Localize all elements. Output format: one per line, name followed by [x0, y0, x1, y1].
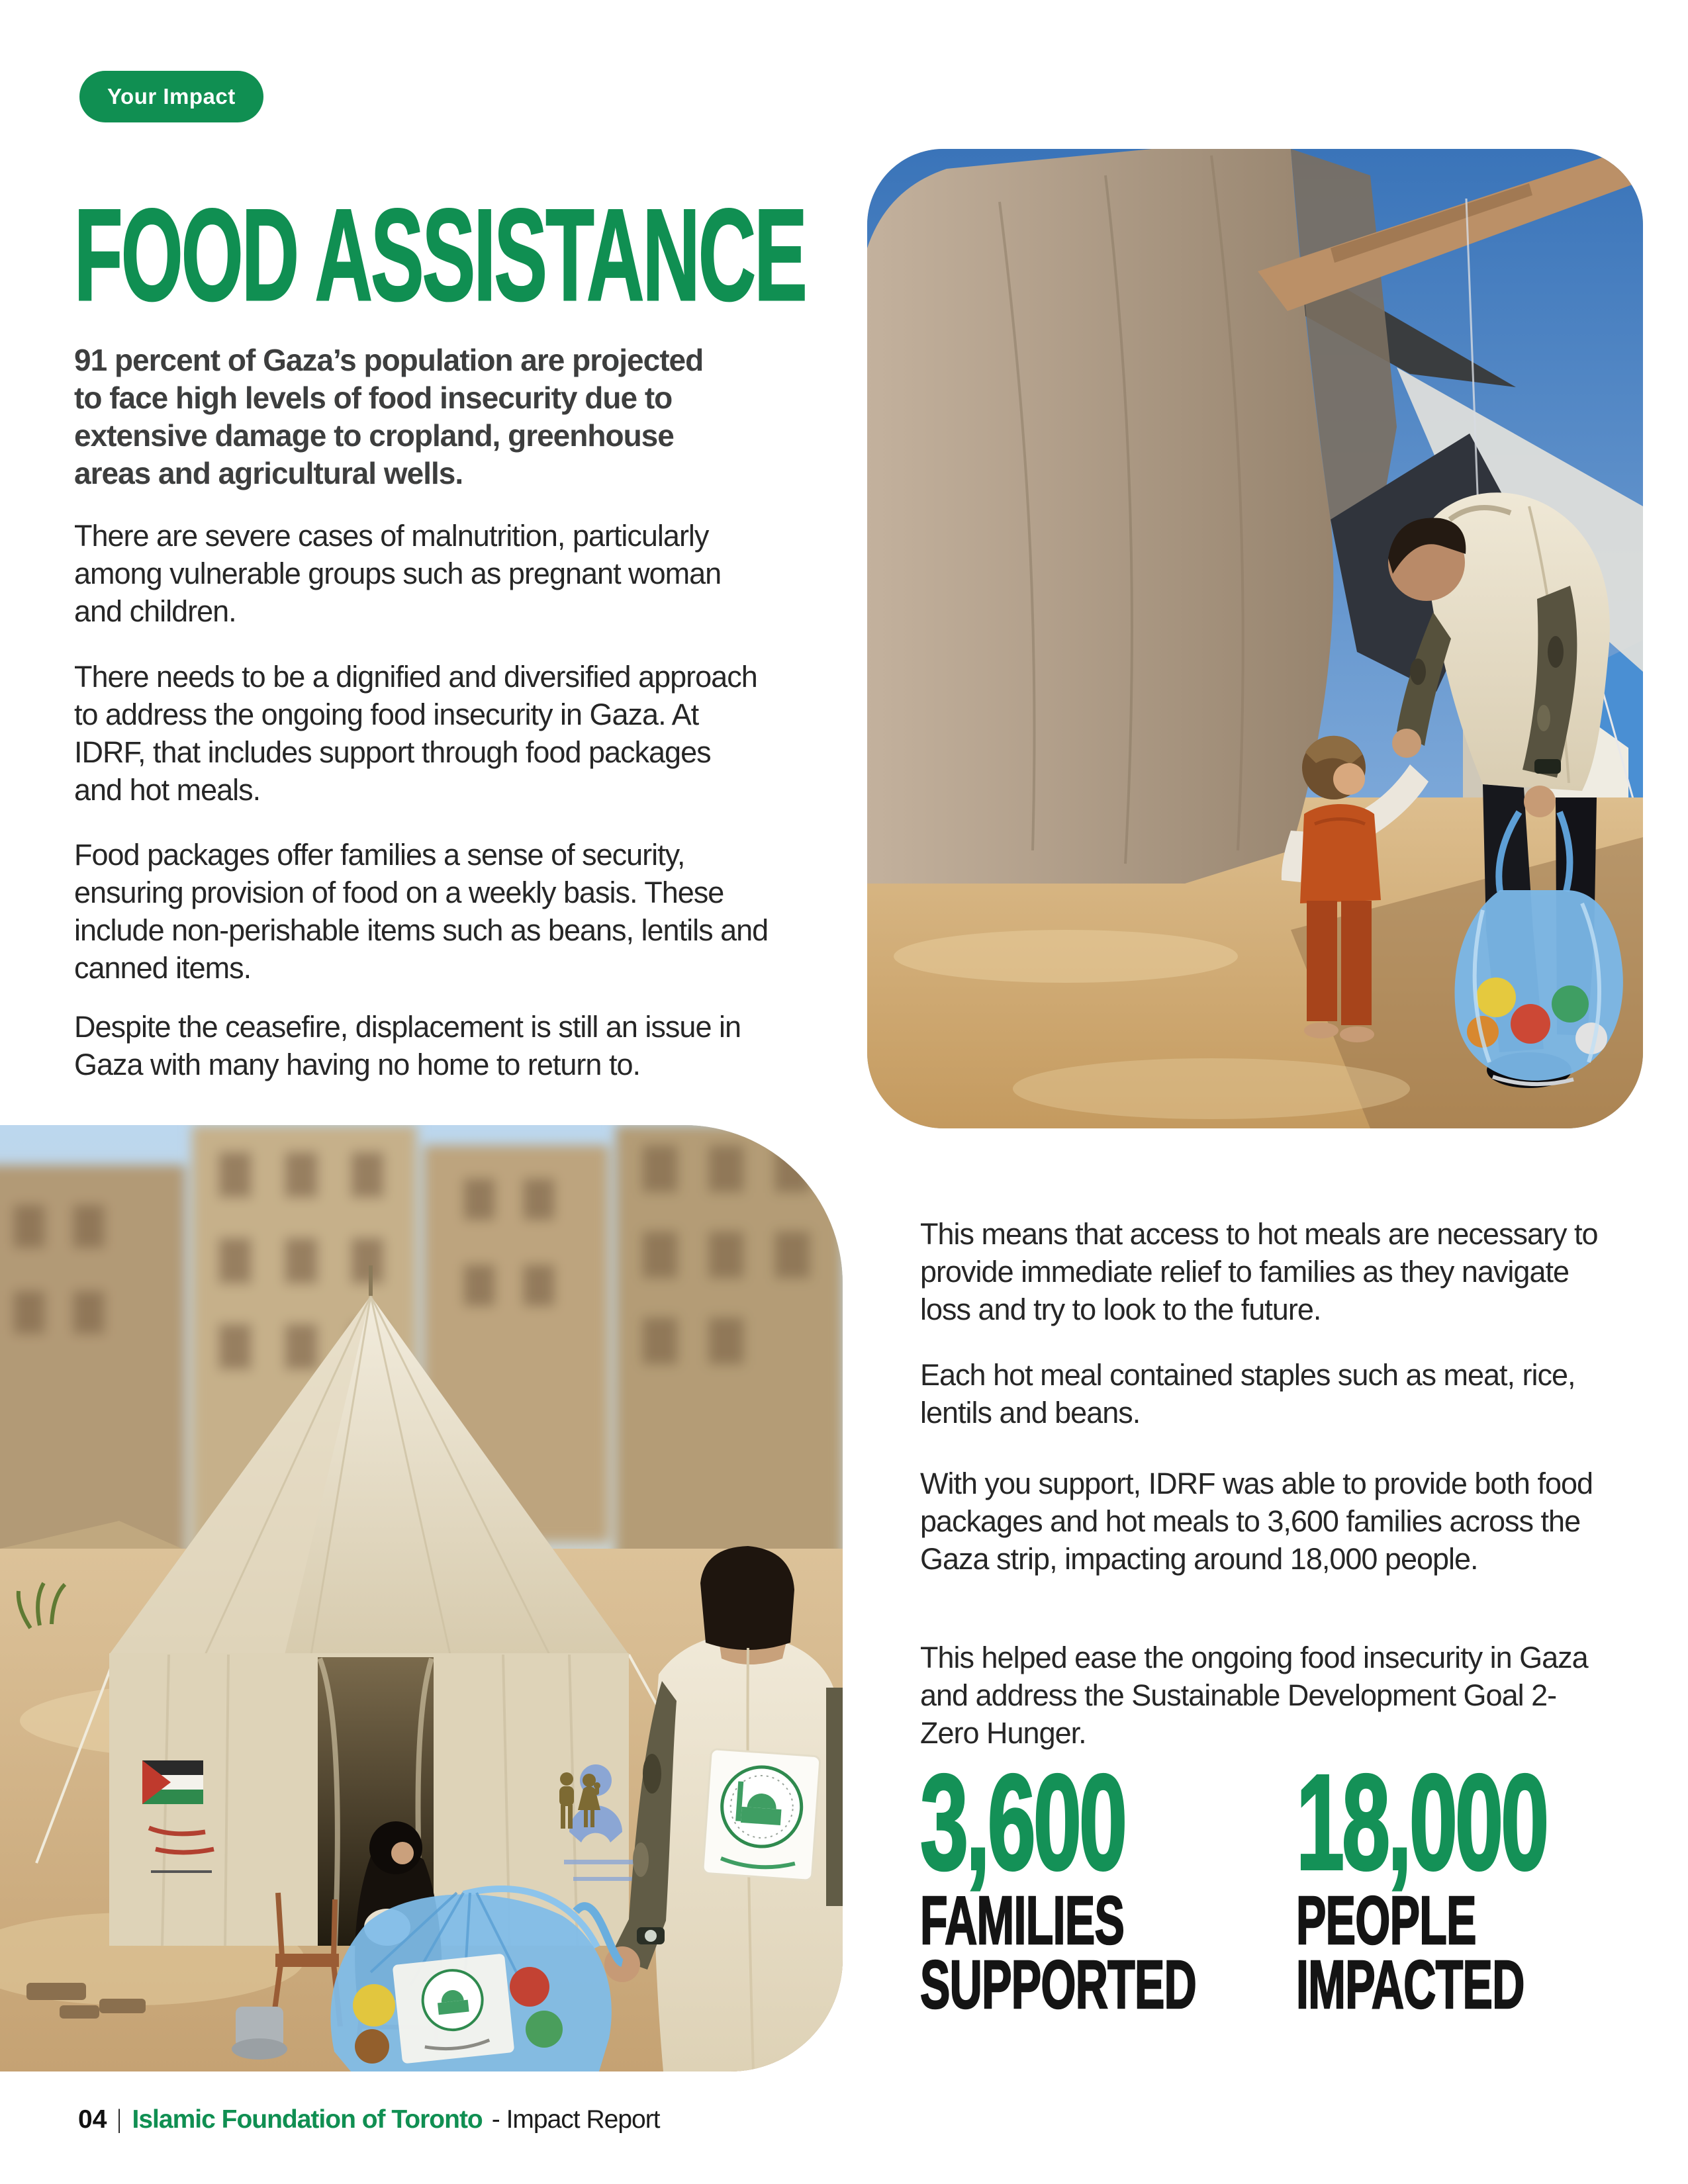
volunteer-camp-illustration — [0, 1125, 843, 2071]
stat-families-label: FAMILIES SUPPORTED — [920, 1882, 1197, 2023]
food-distribution-illustration — [867, 149, 1643, 1128]
page-footer — [78, 2105, 660, 2135]
body-paragraph-idrf-support: With you support, IDRF was able to provide both food packages and hot meals to 3,600 families across the Gaza strip, impacting around 18,000 people. — [920, 1467, 1593, 1576]
stat-people-label: PEOPLE IMPACTED — [1296, 1882, 1524, 2023]
body-paragraph-ceasefire: Despite the ceasefire, displacement is still an issue in Gaza with many having no home to return to. — [74, 1010, 741, 1081]
stat-families-value: 3,600 — [920, 1747, 1125, 1898]
stat-people-value: 18,000 — [1296, 1747, 1547, 1898]
body-paragraph-sdg: This helped ease the ongoing food insecurity in Gaza and address the Sustainable Development Goal 2- Zero Hunger. — [920, 1641, 1588, 1750]
intro-paragraph: 91 percent of Gaza’s population are projected to face high levels of food insecurity due to extensive damage to cropland, greenhouse areas and agricultural wells. — [74, 343, 704, 490]
vest-logo-patch — [703, 1749, 821, 1881]
footer-page-number: 04 — [78, 2105, 107, 2134]
footer-divider: | — [117, 2105, 122, 2134]
body-paragraph-hot-meals: This means that access to hot meals are necessary to provide immediate relief to families as they navigate loss and try to look to the future. — [920, 1217, 1598, 1326]
photo-food-distribution-child — [867, 149, 1643, 1128]
body-paragraph-approach: There needs to be a dignified and diversified approach to address the ongoing food insecurity in Gaza. At IDRF, that includes support through food packages and hot meals. — [74, 660, 757, 807]
footer-report-label: - Impact Report — [491, 2105, 660, 2134]
body-paragraph-packages: Food packages offer families a sense of security, ensuring provision of food on a weekly basis. These include non-perishable items such as beans, lentils and canned items. — [74, 838, 769, 985]
your-impact-badge — [79, 71, 263, 122]
footer-org-name: Islamic Foundation of Toronto — [132, 2105, 483, 2134]
body-paragraph-malnutrition: There are severe cases of malnutrition, particularly among vulnerable groups such as pregnant woman and children. — [74, 519, 722, 628]
photo-volunteer-food-bag — [0, 1125, 843, 2071]
body-paragraph-staples: Each hot meal contained staples such as meat, rice, lentils and beans. — [920, 1358, 1575, 1430]
family-icon — [553, 1772, 603, 1833]
page-title: FOOD ASSISTANCE — [74, 182, 806, 328]
badge-label: Your Impact — [107, 84, 236, 109]
